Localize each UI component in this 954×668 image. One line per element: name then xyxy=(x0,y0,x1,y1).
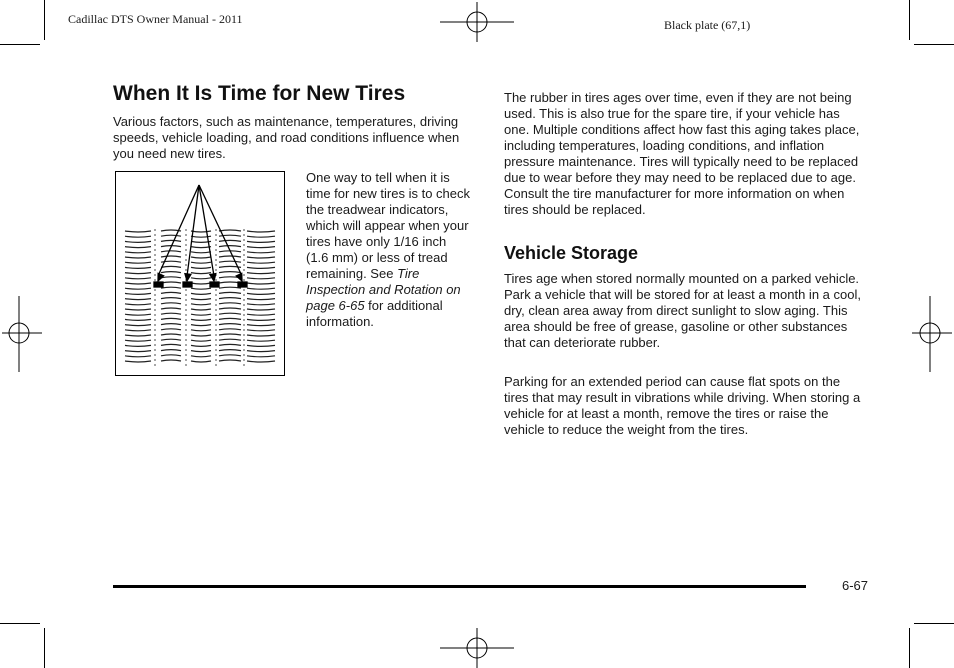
registration-mark xyxy=(440,2,516,42)
manual-title-header: Cadillac DTS Owner Manual - 2011 xyxy=(68,12,243,26)
treadwear-text-end: for additional information. xyxy=(306,298,443,329)
plate-info-header: Black plate (67,1) xyxy=(664,18,751,32)
treadwear-text: One way to tell when it is time for new tires is to check the treadwear indicators, which will appear when your tires have only 1/16 inch (1.6 mm) or less of tread remaining. See xyxy=(306,170,470,281)
crop-mark xyxy=(909,628,910,668)
crop-mark xyxy=(44,0,45,40)
treadwear-paragraph xyxy=(306,170,472,330)
crop-mark xyxy=(909,0,910,40)
vehicle-storage-heading: Vehicle Storage xyxy=(504,243,639,263)
page-number: 6-67 xyxy=(842,578,869,593)
registration-mark xyxy=(440,628,516,668)
storage-paragraph-2: Parking for an extended period can cause flat spots on the tires that may result in vibrations while driving. When storing a vehicle for at least a month, remove the tires or raise the vehicle to reduce the weight from the tires. xyxy=(504,374,861,437)
registration-mark xyxy=(2,296,42,372)
crop-mark xyxy=(0,44,40,45)
crop-mark xyxy=(914,623,954,624)
tire-aging-paragraph: The rubber in tires ages over time, even if they are not being used. This is also true for the spare tire, if your vehicle has one. Multiple conditions affect how fast this aging takes place, including temperatures, loading conditions, and inflation pressure maintenance. Tires will typically need to be replaced due to wear before they may need to be replaced due to age. Consult the tire manufacturer for more information on when tires should be replaced. xyxy=(504,90,860,217)
treadwear-indicator-illustration xyxy=(115,171,286,377)
treadwear-indicator-bar xyxy=(154,282,163,287)
treadwear-indicator-bar xyxy=(183,282,192,287)
storage-paragraph-1: Tires age when stored normally mounted on a parked vehicle. Park a vehicle that will be stored for at least a month in a cool, dry, clean area away from direct sunlight to slow aging. This area should be free of grease, gasoline or other substances that can deteriorate rubber. xyxy=(504,271,861,350)
section-title: When It Is Time for New Tires xyxy=(113,82,406,105)
treadwear-indicator-bar xyxy=(210,282,219,287)
cross-reference-link[interactable]: Tire Inspection and Rotation on page 6-65 xyxy=(306,266,461,313)
crop-mark xyxy=(914,44,954,45)
crop-mark xyxy=(44,628,45,668)
registration-mark xyxy=(912,296,952,372)
treadwear-indicator-bar xyxy=(238,282,247,287)
intro-paragraph: Various factors, such as maintenance, temperatures, driving speeds, vehicle loading, and road conditions influence when you need new tires. xyxy=(113,114,460,161)
crop-mark xyxy=(0,623,40,624)
footer-rule xyxy=(113,585,806,588)
